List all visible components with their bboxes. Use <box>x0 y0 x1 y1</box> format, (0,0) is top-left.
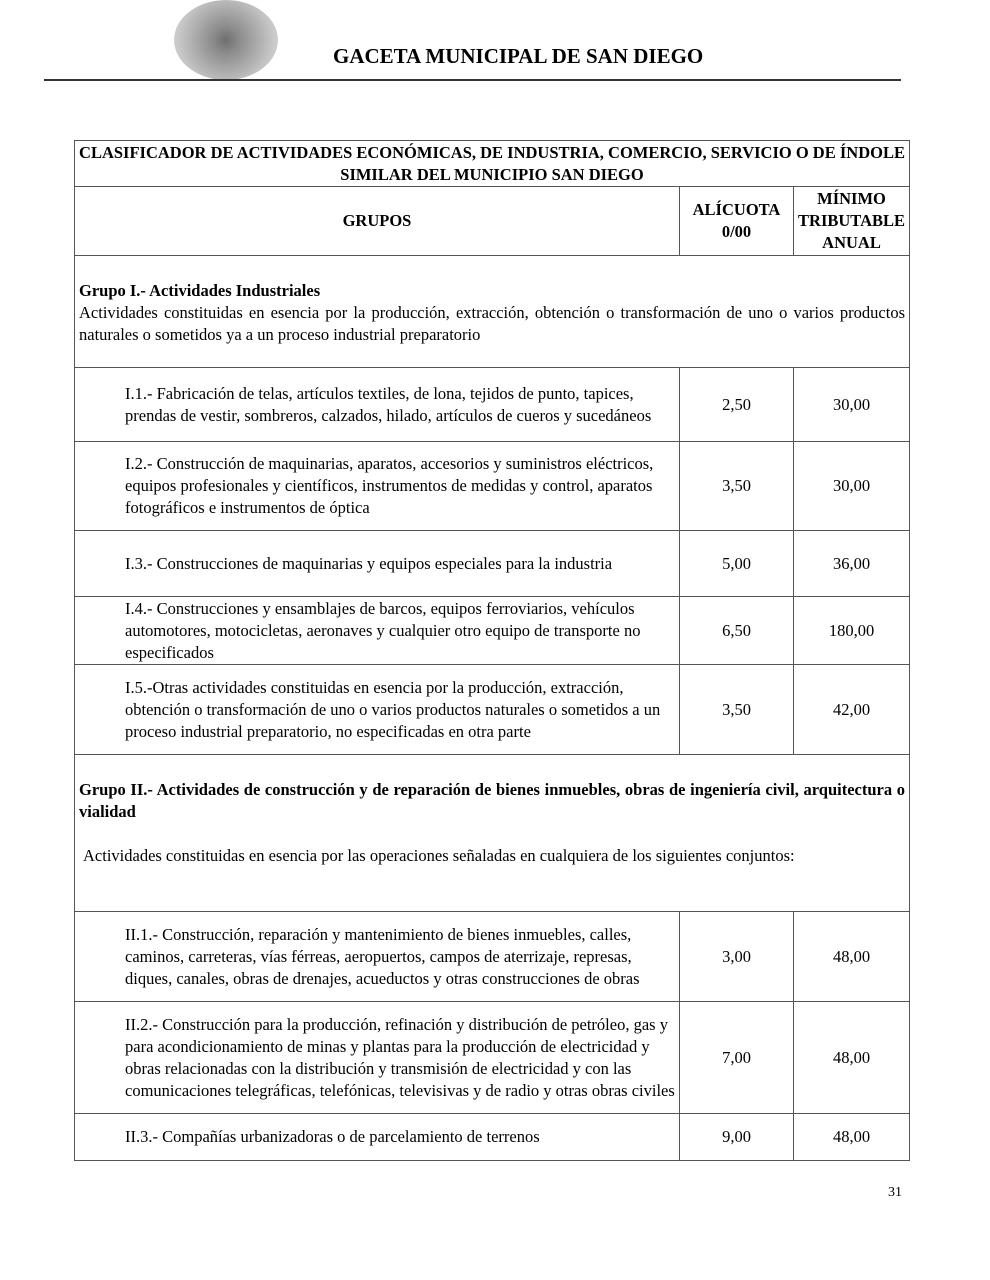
column-header-minimo: MÍNIMO TRIBUTABLE ANUAL <box>794 187 910 256</box>
minimo-value: 180,00 <box>794 597 910 665</box>
minimo-value: 48,00 <box>794 1002 910 1114</box>
activity-text: II.1.- Construcción, reparación y mantenimiento de bienes inmuebles, calles, caminos, carreteras, vías férreas, aeropuertos, campos de aterrizaje, represas, diques, canales, obras de drenajes, acueductos y otras construcciones de obras <box>75 912 680 1002</box>
column-header-alicuota: ALÍCUOTA 0/00 <box>679 187 793 256</box>
alicuota-value: 6,50 <box>679 597 793 665</box>
activity-text: I.5.-Otras actividades constituidas en esencia por la producción, extracción, obtención o transformación de uno o varios productos naturales o sometidos a un proceso industrial preparatorio, no especificadas en otra parte <box>75 665 680 755</box>
classifier-table <box>74 140 910 1161</box>
page-number: 31 <box>888 1185 902 1200</box>
table-row <box>75 597 910 665</box>
group-description: Actividades constituidas en esencia por las operaciones señaladas en cualquiera de los siguientes conjuntos: <box>83 846 795 865</box>
minimo-value: 36,00 <box>794 531 910 597</box>
activity-text: I.3.- Construcciones de maquinarias y equipos especiales para la industria <box>75 531 680 597</box>
table-title: CLASIFICADOR DE ACTIVIDADES ECONÓMICAS, DE INDUSTRIA, COMERCIO, SERVICIO O DE ÍNDOLE SIMILAR DEL MUNICIPIO SAN DIEGO <box>75 141 910 187</box>
alicuota-value: 7,00 <box>679 1002 793 1114</box>
table-row <box>75 1002 910 1114</box>
table-row <box>75 912 910 1002</box>
minimo-value: 30,00 <box>794 442 910 531</box>
table-row <box>75 1114 910 1161</box>
activity-text: II.3.- Compañías urbanizadoras o de parcelamiento de terrenos <box>75 1114 680 1161</box>
group-title: Grupo II.- Actividades de construcción y de reparación de bienes inmuebles, obras de ingeniería civil, arquitectura o vialidad <box>79 780 905 821</box>
alicuota-value: 3,50 <box>679 665 793 755</box>
activity-text: II.2.- Construcción para la producción, refinación y distribución de petróleo, gas y para acondicionamiento de minas y plantas para la producción de electricidad y obras relacionadas con la distribución y transmisión de electricidad y con las comunicaciones telegráficas, telefónicas, televisivas y de radio y otras obras civiles <box>75 1002 680 1114</box>
alicuota-value: 9,00 <box>679 1114 793 1161</box>
header-divider <box>44 79 901 81</box>
table-row <box>75 531 910 597</box>
column-header-grupos: GRUPOS <box>75 187 680 256</box>
activity-text: I.1.- Fabricación de telas, artículos textiles, de lona, tejidos de punto, tapices, prendas de vestir, sombreros, calzados, hilado, artículos de cueros y sucedáneos <box>75 368 680 442</box>
table-row <box>75 665 910 755</box>
activity-text: I.2.- Construcción de maquinarias, aparatos, accesorios y suministros eléctricos, equipos profesionales y científicos, instrumentos de medidas y control, aparatos fotográficos e instrumentos de óptica <box>75 442 680 531</box>
municipal-seal-logo <box>174 0 278 80</box>
minimo-value: 48,00 <box>794 912 910 1002</box>
table-row <box>75 368 910 442</box>
group-header <box>75 256 910 368</box>
group-header <box>75 755 910 912</box>
minimo-value: 48,00 <box>794 1114 910 1161</box>
alicuota-value: 2,50 <box>679 368 793 442</box>
group-description: Actividades constituidas en esencia por la producción, extracción, obtención o transformación de uno o varios productos naturales o sometidos ya a un proceso industrial preparatorio <box>79 303 905 344</box>
minimo-value: 42,00 <box>794 665 910 755</box>
gazette-title: GACETA MUNICIPAL DE SAN DIEGO <box>333 44 704 68</box>
table-row <box>75 442 910 531</box>
minimo-value: 30,00 <box>794 368 910 442</box>
group-title: Grupo I.- Actividades Industriales <box>79 281 321 300</box>
alicuota-value: 5,00 <box>679 531 793 597</box>
alicuota-value: 3,00 <box>679 912 793 1002</box>
alicuota-value: 3,50 <box>679 442 793 531</box>
activity-text: I.4.- Construcciones y ensamblajes de barcos, equipos ferroviarios, vehículos automotores, motocicletas, aeronaves y cualquier otro equipo de transporte no especificados <box>75 597 680 665</box>
